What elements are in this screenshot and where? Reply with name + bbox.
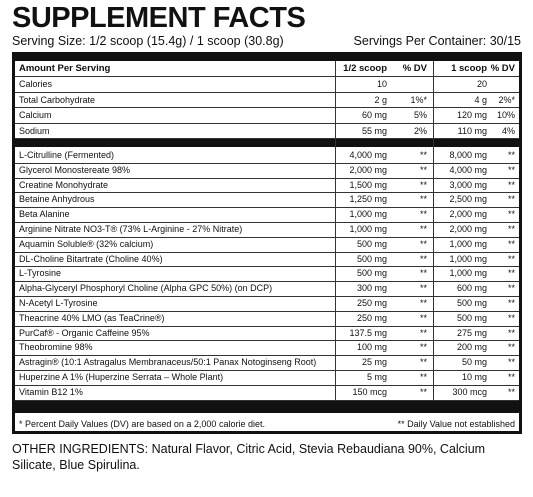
ingredient-half: 4,000 mg	[349, 150, 387, 160]
header-amount: Amount Per Serving	[19, 63, 111, 74]
ingredient-name: Creatine Monohydrate	[19, 179, 109, 190]
bottom-bar	[15, 401, 519, 413]
ingredient-half: 500 mg	[356, 238, 387, 249]
ingredient-row	[15, 149, 519, 164]
ingredient-name: PurCaf® - Organic Caffeine 95%	[19, 327, 150, 338]
ingredient-dv2: **	[507, 283, 515, 294]
ingredient-half: 250 mg	[356, 298, 387, 308]
ingredient-half: 25 mg	[361, 357, 387, 368]
ingredient-row	[15, 356, 519, 371]
ingredient-dv1: **	[419, 209, 427, 220]
ingredient-dv2: **	[507, 312, 515, 323]
ingredient-half: 1,000 mg	[349, 224, 387, 234]
ingredient-row	[15, 179, 519, 194]
basic-dv2: 10%	[496, 110, 515, 120]
header-row	[15, 61, 519, 77]
ingredient-dv2: **	[507, 164, 515, 175]
basic-half: 2 g	[374, 94, 387, 105]
ingredient-one: 10 mg	[461, 372, 487, 382]
basic-one: 120 mg	[456, 110, 487, 120]
ingredient-dv2: **	[507, 357, 515, 368]
basic-row	[15, 108, 519, 124]
ingredient-one: 2,000 mg	[449, 224, 487, 234]
ingredient-one: 1,000 mg	[449, 268, 487, 279]
ingredient-half: 250 mg	[356, 312, 387, 323]
ingredient-dv1: **	[419, 283, 427, 294]
ingredient-half: 500 mg	[356, 268, 387, 279]
basic-half: 10	[376, 79, 387, 89]
ingredient-name: Glycerol Monostereate 98%	[19, 164, 131, 175]
ingredient-one: 3,000 mg	[449, 179, 487, 190]
basic-half: 55 mg	[361, 125, 387, 136]
ingredient-row	[15, 282, 519, 297]
other-ingredients: OTHER INGREDIENTS: Natural Flavor, Citric Acid, Stevia Rebaudiana 90%, Calcium Silicate, Blue Spirulina.	[12, 442, 486, 472]
ingredient-dv2: **	[507, 179, 515, 190]
footnote-not-established: ** Daily Value not established	[397, 419, 515, 429]
ingredient-half: 5 mg	[366, 372, 387, 382]
ingredient-half: 1,000 mg	[349, 209, 387, 220]
ingredient-dv2: **	[507, 253, 515, 264]
basic-half: 60 mg	[361, 110, 387, 120]
ingredient-half: 150 mcg	[352, 386, 387, 397]
ingredient-dv2: **	[507, 298, 515, 308]
ingredient-dv2: **	[507, 372, 515, 382]
ingredient-half: 500 mg	[356, 253, 387, 264]
ingredient-row	[15, 312, 519, 327]
ingredient-dv2: **	[507, 224, 515, 234]
ingredient-dv2: **	[507, 342, 515, 353]
ingredient-one: 1,000 mg	[449, 238, 487, 249]
ingredient-name: L-Citrulline (Fermented)	[19, 150, 115, 160]
ingredient-row	[15, 223, 519, 238]
basic-dv1: 1%*	[410, 94, 427, 105]
ingredient-dv1: **	[419, 386, 427, 397]
column-divider-right	[433, 61, 434, 401]
ingredient-half: 1,250 mg	[349, 194, 387, 205]
servings-per-container: Servings Per Container: 30/15	[353, 34, 521, 48]
ingredient-dv1: **	[419, 268, 427, 279]
ingredient-one: 200 mg	[456, 342, 487, 353]
basic-name: Sodium	[19, 125, 50, 136]
header-one-scoop: 1 scoop	[451, 63, 487, 74]
ingredient-dv1: **	[419, 238, 427, 249]
ingredient-half: 300 mg	[356, 283, 387, 294]
ingredient-dv1: **	[419, 179, 427, 190]
ingredient-dv1: **	[419, 312, 427, 323]
ingredient-row	[15, 371, 519, 386]
basic-name: Calories	[19, 79, 53, 89]
basic-one: 4 g	[474, 94, 487, 105]
ingredient-row	[15, 341, 519, 356]
basic-dv2: 2%*	[498, 94, 515, 105]
basic-dv1: 2%	[413, 125, 427, 136]
ingredient-dv1: **	[419, 194, 427, 205]
ingredient-row	[15, 164, 519, 179]
column-divider-left	[335, 61, 336, 401]
ingredient-name: Astragin® (10:1 Astragalus Membranaceus/50:1 Panax Notoginseng Root)	[19, 357, 317, 368]
basic-one: 20	[476, 79, 487, 89]
ingredient-dv1: **	[419, 298, 427, 308]
basic-row	[15, 93, 519, 109]
facts-panel	[12, 52, 522, 434]
ingredient-dv2: **	[507, 268, 515, 279]
header-half-scoop: 1/2 scoop	[343, 63, 387, 74]
ingredient-dv1: **	[419, 357, 427, 368]
ingredient-name: Beta Alanine	[19, 209, 70, 220]
ingredient-dv1: **	[419, 372, 427, 382]
ingredient-name: Betaine Anhydrous	[19, 194, 95, 205]
ingredient-name: Aquamin Soluble® (32% calcium)	[19, 238, 154, 249]
ingredient-dv2: **	[507, 238, 515, 249]
ingredient-dv2: **	[507, 209, 515, 220]
ingredient-dv2: **	[507, 150, 515, 160]
ingredient-dv1: **	[419, 327, 427, 338]
ingredient-row	[15, 327, 519, 342]
ingredient-one: 500 mg	[456, 312, 487, 323]
ingredient-one: 300 mcg	[452, 386, 487, 397]
ingredient-one: 275 mg	[456, 327, 487, 338]
ingredient-dv1: **	[419, 224, 427, 234]
ingredient-row	[15, 386, 519, 401]
separator-bar	[15, 139, 519, 147]
ingredient-row	[15, 208, 519, 223]
basic-dv2: 4%	[501, 125, 515, 136]
ingredient-name: Vitamin B12 1%	[19, 386, 83, 397]
ingredient-name: Arginine Nitrate NO3-T® (73% L-Arginine - 27% Nitrate)	[19, 224, 243, 234]
ingredient-half: 1,500 mg	[349, 179, 387, 190]
header-dv-one: % DV	[490, 63, 515, 74]
basic-name: Calcium	[19, 110, 52, 120]
ingredient-row	[15, 238, 519, 253]
ingredient-half: 137.5 mg	[349, 327, 387, 338]
ingredient-row	[15, 253, 519, 268]
basic-row	[15, 124, 519, 140]
header-dv-half: % DV	[402, 63, 427, 74]
ingredient-one: 600 mg	[456, 283, 487, 294]
ingredient-dv2: **	[507, 194, 515, 205]
basic-name: Total Carbohydrate	[19, 94, 96, 105]
ingredient-one: 2,000 mg	[449, 209, 487, 220]
ingredient-one: 2,500 mg	[449, 194, 487, 205]
basic-one: 110 mg	[457, 125, 487, 136]
ingredient-name: DL-Choline Bitartrate (Choline 40%)	[19, 253, 163, 264]
ingredient-name: L-Tyrosine	[19, 268, 62, 279]
ingredient-one: 50 mg	[461, 357, 487, 368]
ingredient-one: 8,000 mg	[449, 150, 487, 160]
ingredient-dv2: **	[507, 327, 515, 338]
ingredient-row	[15, 267, 519, 282]
ingredient-dv2: **	[507, 386, 515, 397]
basic-dv1: 5%	[413, 110, 427, 120]
supplement-facts-title: SUPPLEMENT FACTS	[12, 2, 306, 34]
ingredient-name: Theobromine 98%	[19, 342, 93, 353]
ingredient-name: Theacrine 40% LMO (as TeaCrine®)	[19, 312, 165, 323]
ingredient-dv1: **	[419, 150, 427, 160]
ingredient-row	[15, 297, 519, 312]
ingredient-name: Huperzine A 1% (Huperzine Serrata – Whole Plant)	[19, 372, 224, 382]
ingredient-half: 2,000 mg	[349, 164, 387, 175]
ingredient-dv1: **	[419, 253, 427, 264]
serving-size: Serving Size: 1/2 scoop (15.4g) / 1 scoop (30.8g)	[12, 34, 284, 48]
basic-row	[15, 77, 519, 93]
ingredient-one: 1,000 mg	[449, 253, 487, 264]
ingredient-name: Alpha-Glyceryl Phosphoryl Choline (Alpha GPC 50%) (on DCP)	[19, 283, 273, 294]
ingredient-name: N-Acetyl L-Tyrosine	[19, 298, 98, 308]
ingredient-dv1: **	[419, 164, 427, 175]
ingredient-one: 4,000 mg	[449, 164, 487, 175]
ingredient-half: 100 mg	[356, 342, 387, 353]
ingredient-one: 500 mg	[456, 298, 487, 308]
ingredient-row	[15, 193, 519, 208]
ingredient-dv1: **	[419, 342, 427, 353]
footnote-dv: * Percent Daily Values (DV) are based on a 2,000 calorie diet.	[19, 419, 265, 429]
